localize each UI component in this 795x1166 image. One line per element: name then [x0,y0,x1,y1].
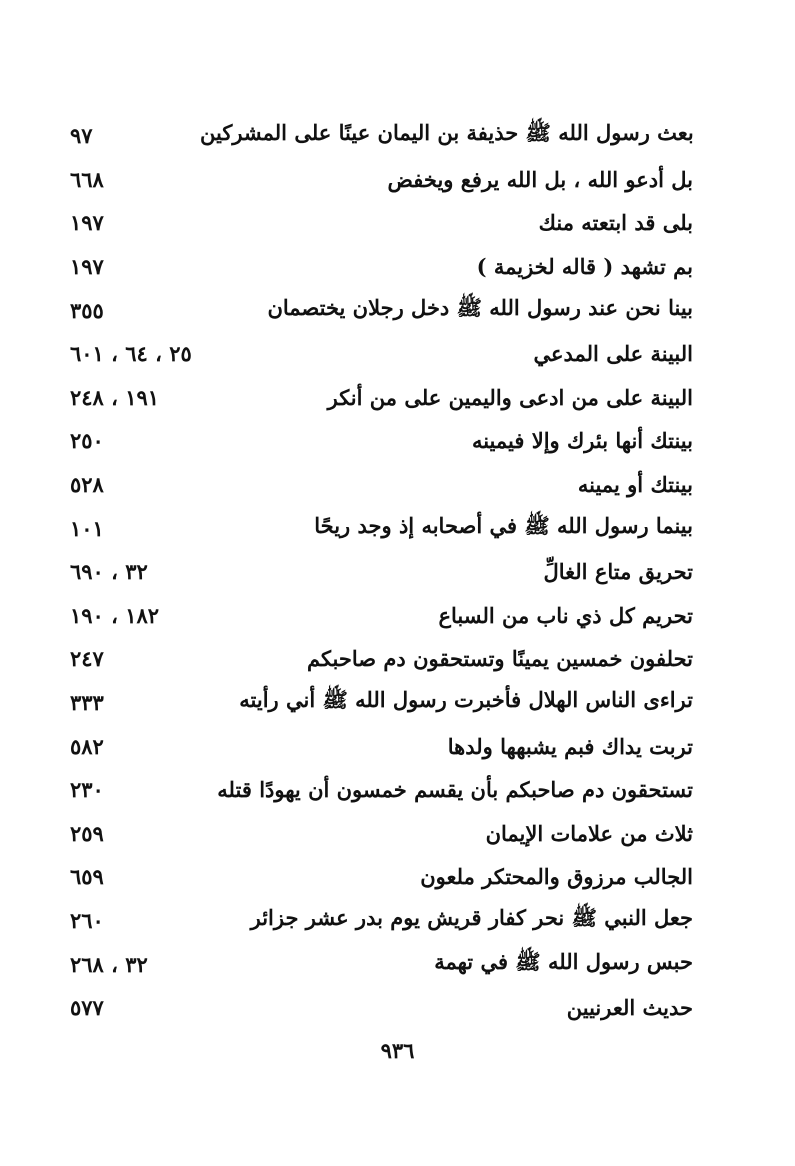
index-entry [70,463,693,507]
entry-pages: ٥٢٨ [70,472,104,498]
entry-pages: ١٩٧ [70,254,104,280]
index-entry [70,245,693,289]
index-entry [70,855,693,899]
index-list [70,114,693,1029]
entry-text: تراءى الناس الهلال فأخبرت رسول الله ﷺ أني رأيته [239,687,693,713]
index-entry [70,201,693,245]
entry-pages: ٢٦٠ [70,907,104,933]
entry-text: تحريم كل ذي ناب من السباع [438,602,693,628]
index-entry [70,681,693,725]
entry-pages: ٢٥٩ [70,820,104,846]
entry-pages: ٢٥ ، ٦٤ ، ٦٠١ [70,341,192,367]
page-number: ٩٣٦ [380,1038,415,1063]
index-entry [70,724,693,768]
entry-pages: ٣٢ ، ٢٦٨ [70,951,148,977]
entry-text: بينما رسول الله ﷺ في أصحابه إذ وجد ريحًا [314,512,693,538]
entry-text: البينة على المدعي [533,341,693,367]
entry-pages: ٢٥٠ [70,428,104,454]
entry-text: بعث رسول الله ﷺ حذيفة بن اليمان عينًا على المشركين [200,120,694,146]
index-entry [70,158,693,202]
index-entry [70,768,693,812]
entry-pages: ١٩٧ [70,210,104,236]
index-entry [70,899,693,943]
index-entry [70,594,693,638]
entry-pages: ١٨٢ ، ١٩٠ [70,602,160,628]
entry-text: تستحقون دم صاحبكم بأن يقسم خمسون أن يهودًا قتله [217,777,693,803]
entry-pages: ٣٢ ، ٦٩٠ [70,559,148,585]
index-entry [70,637,693,681]
entry-pages: ٥٨٢ [70,733,104,759]
entry-pages: ٢٣٠ [70,777,104,803]
entry-text: البينة على من ادعى واليمين على من أنكر [327,384,693,410]
entry-text: حديث العرنيين [566,995,693,1021]
entry-pages: ٦٦٨ [70,166,104,192]
entry-pages: ٢٤٧ [70,646,104,672]
entry-text: تحريق متاع الغالِّ [543,559,693,585]
index-entry [70,986,693,1030]
index-entry [70,288,693,332]
entry-pages: ٥٧٧ [70,995,104,1021]
index-entry [70,376,693,420]
entry-text: بينا نحن عند رسول الله ﷺ دخل رجلان يختصمان [267,294,693,320]
entry-text: جعل النبي ﷺ نحر كفار قريش يوم بدر عشر جزائر [250,904,693,930]
entry-text: بلى قد ابتعته منك [538,210,693,236]
index-entry [70,550,693,594]
index-entry [70,114,693,158]
entry-pages: ٣٥٥ [70,297,104,323]
entry-text: تحلفون خمسين يمينًا وتستحقون دم صاحبكم [306,646,693,672]
entry-text: بينتك أنها بئرك وإلا فيمينه [471,428,693,454]
index-entry [70,812,693,856]
index-entry [70,942,693,986]
entry-text: بل أدعو الله ، بل الله يرفع ويخفض [387,166,693,192]
entry-pages: ٩٧ [70,123,93,149]
entry-text: حبس رسول الله ﷺ في تهمة [434,948,693,974]
entry-text: بم تشهد ( قاله لخزيمة ) [476,254,693,280]
entry-pages: ١٠١ [70,515,104,541]
entry-text: الجالب مرزوق والمحتكر ملعون [420,864,693,890]
index-entry [70,506,693,550]
entry-pages: ٦٥٩ [70,864,104,890]
index-entry [70,419,693,463]
entry-pages: ١٩١ ، ٢٤٨ [70,384,160,410]
entry-text: بينتك أو يمينه [577,472,693,498]
index-entry [70,332,693,376]
entry-pages: ٣٣٣ [70,690,104,716]
entry-text: تربت يداك فبم يشبهها ولدها [447,733,693,759]
entry-text: ثلاث من علامات الإيمان [485,820,693,846]
